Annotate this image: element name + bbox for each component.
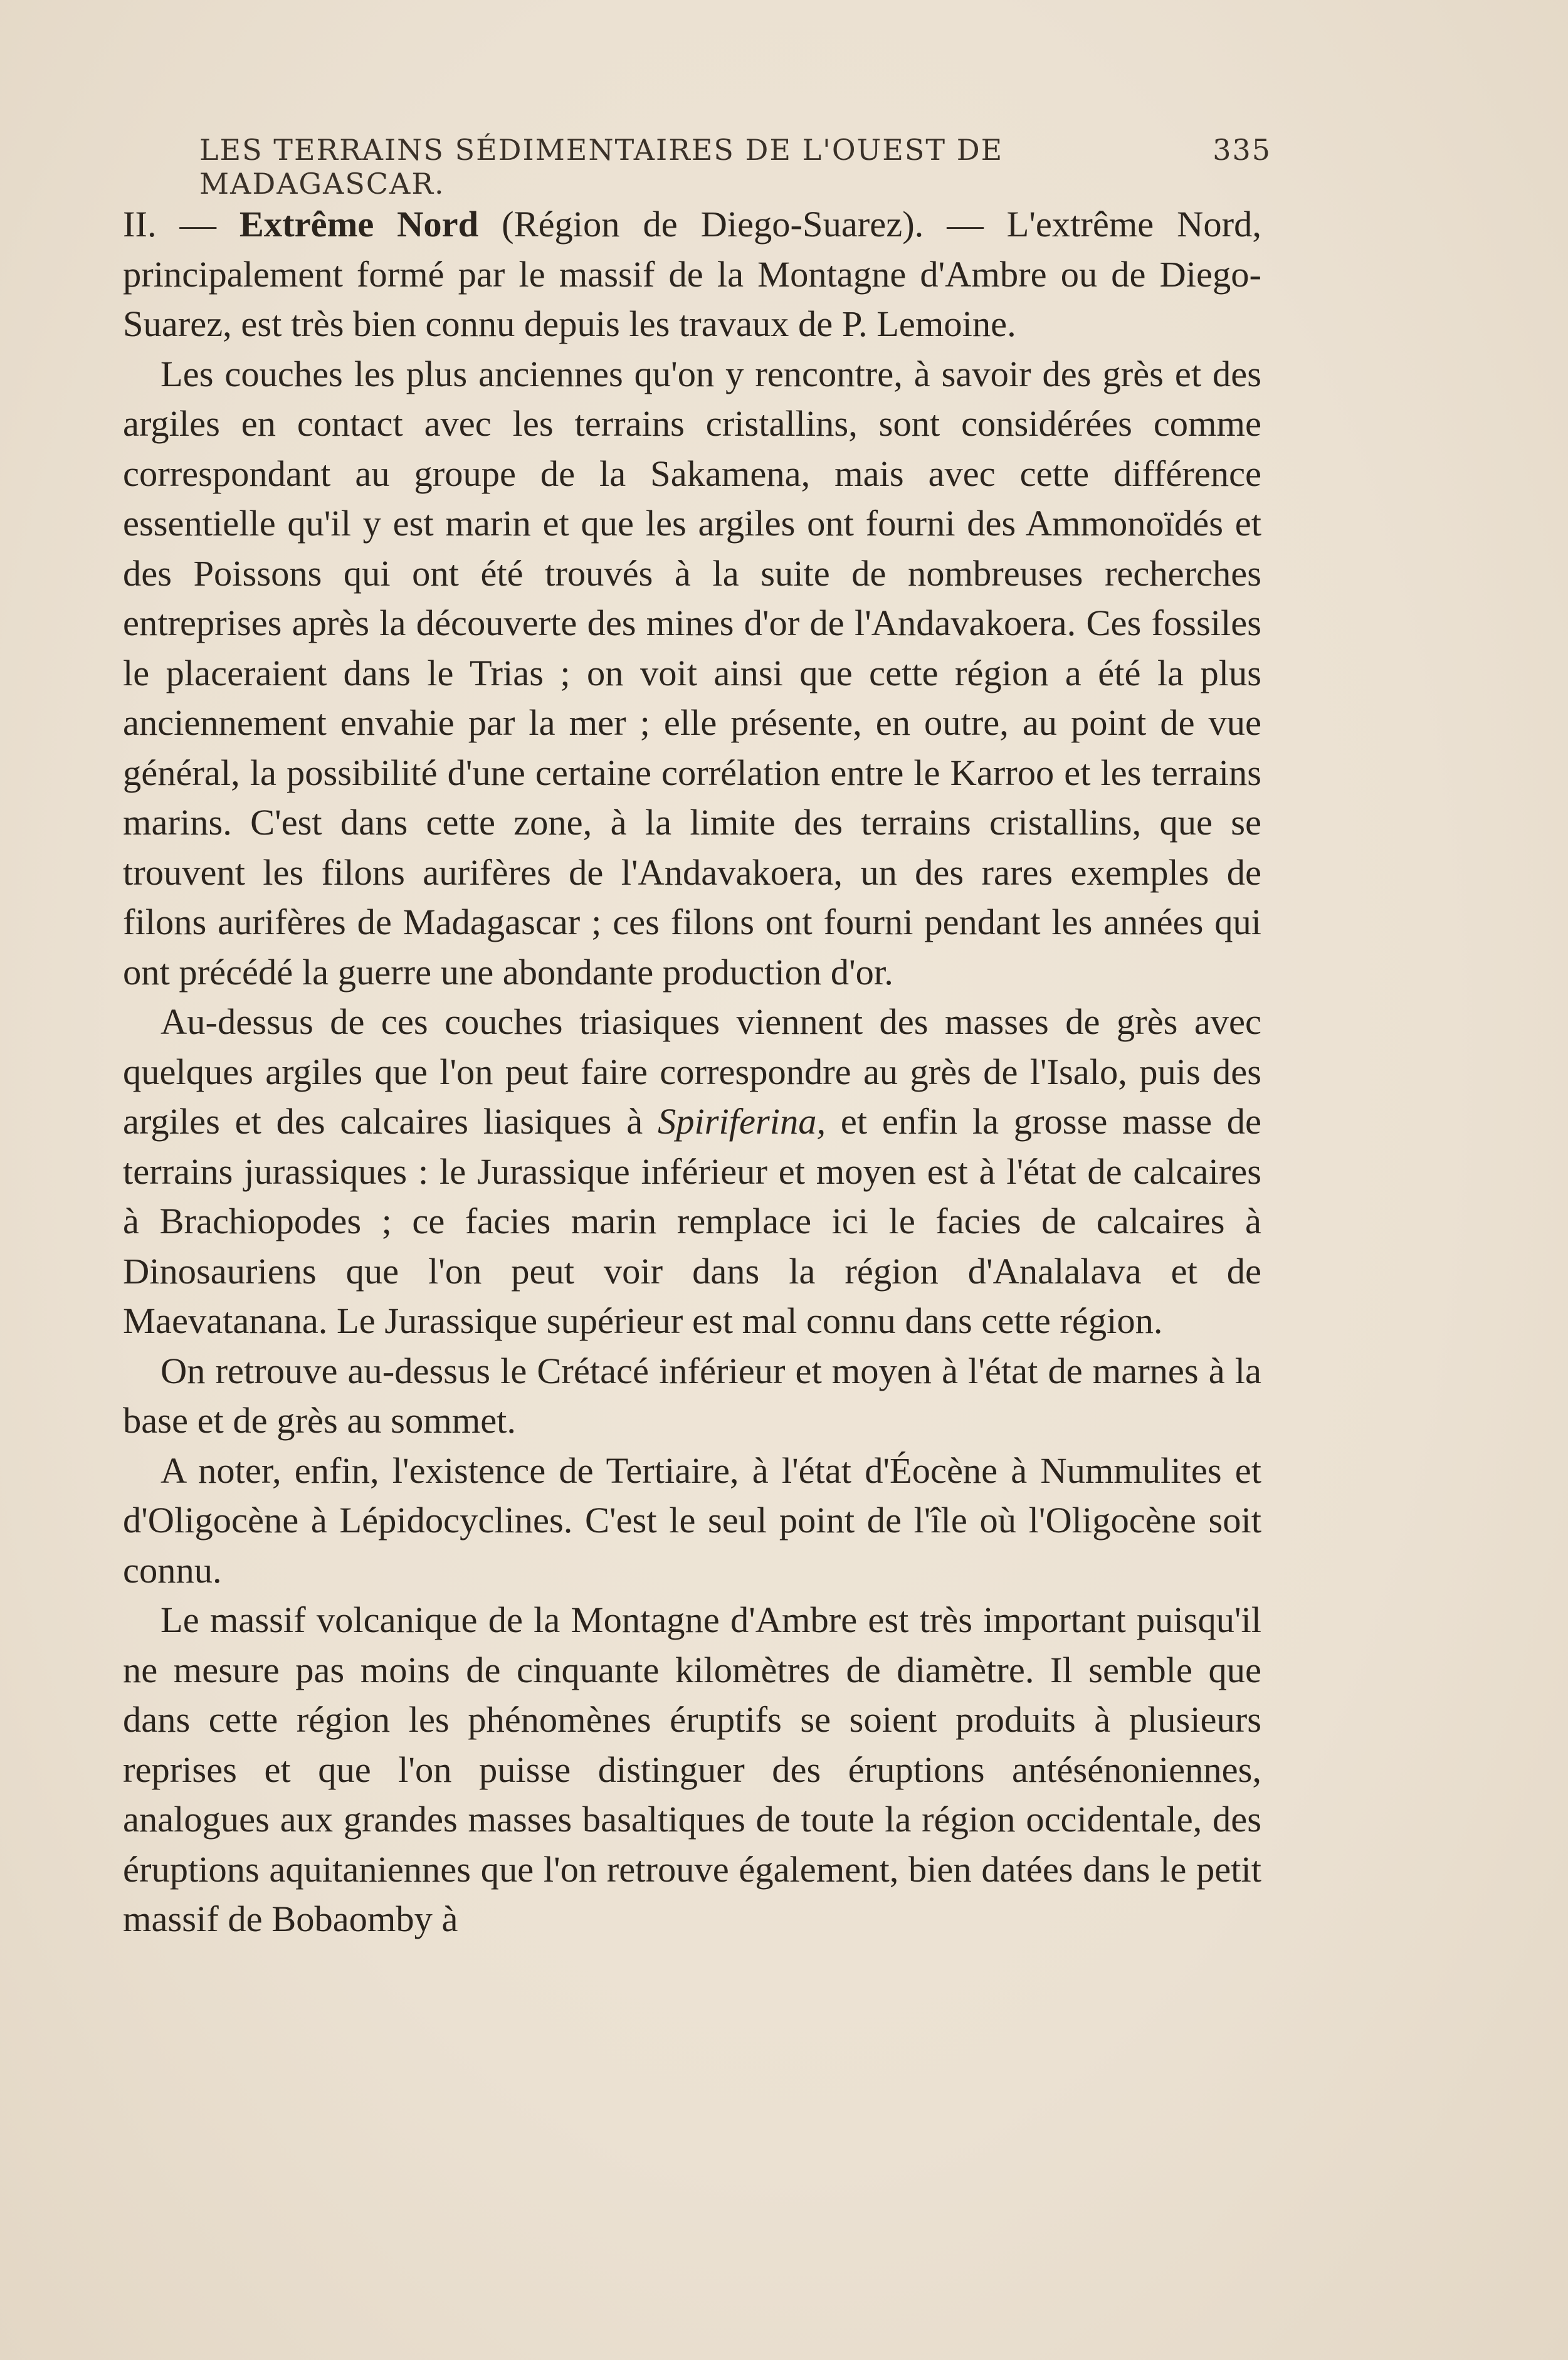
paragraph: On retrouve au-dessus le Crétacé inférieur et moyen à l'état de marnes à la base et de grès au sommet. bbox=[123, 1350, 1261, 1441]
paragraph: Les couches les plus anciennes qu'on y rencontre, à savoir des grès et des argiles en contact avec les terrains cristallins, sont considérées comme correspondant au groupe de la Sakamena, mais avec cette différence essentielle qu'il y est marin et que les argiles ont fourni des Ammonoïdés et des Poissons qui ont été trouvés à la suite de nombreuses recherches entreprises après la découverte des mines d'or de l'Andavakoera. Ces fossiles le placeraient dans le Trias ; on voit ainsi que cette région a été la plus anciennement envahie par la mer ; elle présente, en outre, au point de vue général, la possibilité d'une certaine corrélation entre le Karroo et les terrains marins. C'est dans cette zone, à la limite des terrains cristallins, que se trouvent les filons aurifères de l'Andavakoera, un des rares exemples de filons aurifères de Madagascar ; ces filons ont fourni pendant les années qui ont précédé la guerre une abondante production d'or. bbox=[123, 353, 1261, 993]
section-intro-text: (Région de Diego-Suarez). — L'extrême Nord, principalement formé par le massif de la Montagne d'Ambre ou de Diego-Suarez, est très bien connu depuis les travaux de P. Lemoine. bbox=[123, 204, 1262, 344]
body-text bbox=[123, 199, 1261, 1944]
paragraph bbox=[123, 997, 1261, 1346]
paragraph-section-intro bbox=[123, 199, 1261, 349]
paragraph-text: Au-dessus de ces couches triasiques viennent des masses de grès avec quelques argiles que l'on peut faire correspondre au grès de l'Isalo, puis des argiles et des calcaires liasiques à bbox=[123, 1001, 1261, 1142]
running-title: LES TERRAINS SÉDIMENTAIRES DE L'OUEST DE MADAGASCAR. bbox=[199, 133, 1004, 201]
paragraph: Le massif volcanique de la Montagne d'Ambre est très important puisqu'il ne mesure pas moins de cinquante kilomètres de diamètre. Il semble que dans cette région les phénomènes éruptifs se soient produits à plusieurs reprises et que l'on puisse distinguer des éruptions antésénoniennes, analogues aux grandes masses basaltiques de toute la région occidentale, des éruptions aquitaniennes que l'on retrouve également, bien datées dans le petit massif de Bobaomby à bbox=[123, 1599, 1261, 1939]
section-number: II. — bbox=[123, 204, 216, 245]
page-number: 335 bbox=[1213, 133, 1271, 167]
paragraph-text: et enfin la grosse masse de terrains jurassiques : le Jurassique inférieur et moyen est à l'état de calcaires à Brachiopodes ; ce facies marin remplace ici le facies de calcaires à Dinosauriens que l'on peut voir dans la région d'Analalava et de Maevatanana. Le Jurassique supérieur est mal connu dans cette région. bbox=[123, 1101, 1262, 1341]
section-title: Extrême Nord bbox=[239, 204, 479, 245]
running-head bbox=[199, 133, 1271, 201]
paragraph: A noter, enfin, l'existence de Tertiaire, à l'état d'Éocène à Nummulites et d'Oligocène à Lépidocyclines. C'est le seul point de l'île où l'Oligocène soit connu. bbox=[123, 1450, 1261, 1591]
taxon-name: Spiriferina, bbox=[657, 1101, 826, 1142]
